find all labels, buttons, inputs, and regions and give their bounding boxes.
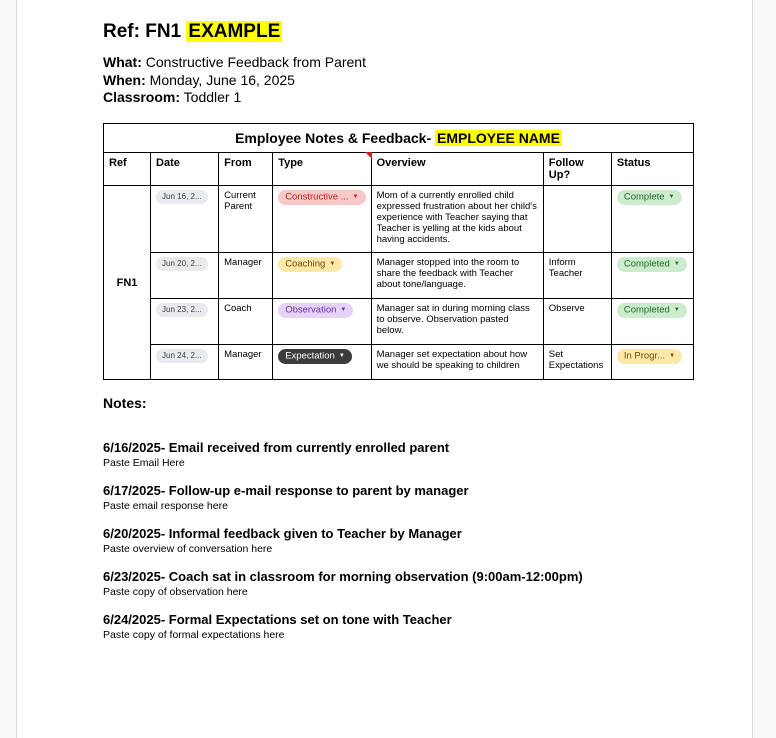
col-header-type bbox=[273, 153, 371, 186]
status-cell bbox=[611, 186, 693, 253]
dropdown-arrow-icon: ▼ bbox=[352, 194, 359, 200]
classroom-line bbox=[103, 89, 703, 107]
from-cell: Current Parent bbox=[219, 186, 273, 253]
date-cell bbox=[151, 253, 219, 299]
note-entry bbox=[103, 483, 703, 513]
table-row bbox=[104, 345, 694, 380]
overview-cell: Manager sat in during morning class to observe. Observation pasted below. bbox=[371, 299, 543, 345]
what-line bbox=[103, 54, 703, 72]
overview-cell: Manager set expectation about how we should be speaking to children bbox=[371, 345, 543, 380]
type-dropdown[interactable] bbox=[278, 303, 353, 318]
date-cell bbox=[151, 345, 219, 380]
when-label: When: bbox=[103, 71, 146, 88]
date-chip[interactable]: Jun 24, 2... bbox=[156, 349, 208, 363]
note-entry bbox=[103, 569, 703, 599]
ref-cell: FN1 bbox=[104, 186, 151, 380]
note-entry-title: 6/23/2025- Coach sat in classroom for morning observation (9:00am-12:00pm) bbox=[103, 569, 583, 584]
type-cell bbox=[273, 253, 371, 299]
note-entry bbox=[103, 526, 703, 556]
table-row bbox=[104, 186, 694, 253]
dropdown-arrow-icon: ▼ bbox=[338, 353, 345, 359]
dropdown-arrow-icon: ▼ bbox=[673, 261, 680, 267]
overview-cell: Mom of a currently enrolled child expressed frustration about her child's experience with Teacher saying that Teacher is yelling at the kids about having accidents. bbox=[371, 186, 543, 253]
type-dropdown[interactable] bbox=[278, 190, 365, 205]
note-entry-title: 6/24/2025- Formal Expectations set on tone with Teacher bbox=[103, 612, 452, 627]
table-title-highlight: EMPLOYEE NAME bbox=[437, 130, 560, 146]
ref-prefix: Ref: FN1 bbox=[103, 21, 182, 42]
document-page bbox=[16, 0, 753, 738]
what-value: Constructive Feedback from Parent bbox=[145, 54, 366, 70]
col-header-from: From bbox=[219, 153, 273, 186]
ref-title bbox=[103, 20, 703, 44]
note-entry-placeholder: Paste email response here bbox=[103, 500, 228, 512]
col-header-follow-up: Follow Up? bbox=[543, 153, 611, 186]
col-header-ref: Ref bbox=[104, 153, 151, 186]
status-cell bbox=[611, 253, 693, 299]
classroom-label: Classroom: bbox=[103, 89, 181, 105]
follow-up-cell: Inform Teacher bbox=[543, 253, 611, 299]
note-entry-title: 6/20/2025- Informal feedback given to Teacher by Manager bbox=[103, 526, 462, 541]
table-header-row bbox=[104, 153, 694, 186]
notes-section bbox=[103, 395, 703, 655]
from-cell: Manager bbox=[219, 345, 273, 380]
when-line bbox=[103, 72, 703, 90]
comment-marker-icon[interactable] bbox=[365, 152, 372, 159]
table-title-prefix: Employee Notes & Feedback- bbox=[235, 130, 432, 146]
date-chip[interactable]: Jun 20, 2... bbox=[156, 257, 208, 271]
date-cell bbox=[151, 186, 219, 253]
type-dropdown[interactable] bbox=[278, 349, 352, 364]
col-header-type-label: Type bbox=[278, 157, 304, 169]
table-row bbox=[104, 299, 694, 345]
type-label: Constructive ... bbox=[285, 191, 349, 203]
dropdown-arrow-icon: ▼ bbox=[668, 194, 675, 200]
follow-up-cell: Set Expectations bbox=[543, 345, 611, 380]
type-label: Expectation bbox=[285, 350, 335, 362]
status-dropdown[interactable] bbox=[617, 303, 687, 318]
status-dropdown[interactable] bbox=[617, 190, 682, 205]
what-label: What: bbox=[103, 54, 142, 70]
dropdown-arrow-icon: ▼ bbox=[340, 307, 347, 313]
status-label: Completed bbox=[623, 304, 670, 316]
note-entry-placeholder: Paste copy of observation here bbox=[103, 586, 248, 598]
when-value: Monday, June 16, 2025 bbox=[149, 71, 295, 88]
classroom-value: Toddler 1 bbox=[183, 89, 242, 105]
col-header-status: Status bbox=[611, 153, 693, 186]
dropdown-arrow-icon: ▼ bbox=[329, 261, 336, 267]
date-chip[interactable]: Jun 23, 2... bbox=[156, 303, 208, 317]
note-entry bbox=[103, 612, 703, 642]
employee-notes-table bbox=[103, 123, 694, 380]
type-dropdown[interactable] bbox=[278, 257, 342, 272]
type-label: Observation bbox=[285, 304, 337, 316]
table-title bbox=[104, 124, 694, 153]
type-cell bbox=[273, 299, 371, 345]
note-entry-placeholder: Paste Email Here bbox=[103, 457, 185, 469]
note-entry-placeholder: Paste copy of formal expectations here bbox=[103, 629, 285, 641]
note-entry-title: 6/16/2025- Email received from currently enrolled parent bbox=[103, 440, 450, 455]
document-content bbox=[103, 20, 703, 641]
type-cell bbox=[273, 345, 371, 380]
note-entry bbox=[103, 440, 703, 470]
follow-up-cell: Observe bbox=[543, 299, 611, 345]
overview-cell: Manager stopped into the room to share the feedback with Teacher about tone/language. bbox=[371, 253, 543, 299]
from-cell: Coach bbox=[219, 299, 273, 345]
notes-heading: Notes: bbox=[103, 395, 147, 411]
col-header-date: Date bbox=[151, 153, 219, 186]
type-cell bbox=[273, 186, 371, 253]
ref-highlight: EXAMPLE bbox=[188, 21, 281, 42]
date-cell bbox=[151, 299, 219, 345]
dropdown-arrow-icon: ▼ bbox=[669, 353, 676, 359]
from-cell: Manager bbox=[219, 253, 273, 299]
note-entry-title: 6/17/2025- Follow-up e-mail response to parent by manager bbox=[103, 483, 469, 498]
status-dropdown[interactable] bbox=[617, 257, 687, 272]
note-entry-placeholder: Paste overview of conversation here bbox=[103, 543, 273, 555]
follow-up-cell bbox=[543, 186, 611, 253]
dropdown-arrow-icon: ▼ bbox=[673, 307, 680, 313]
status-cell bbox=[611, 345, 693, 380]
col-header-overview: Overview bbox=[371, 153, 543, 186]
type-label: Coaching bbox=[285, 258, 326, 270]
table-row bbox=[104, 253, 694, 299]
date-chip[interactable]: Jun 16, 2... bbox=[156, 190, 208, 204]
status-cell bbox=[611, 299, 693, 345]
status-label: Complete bbox=[623, 191, 665, 203]
status-label: In Progr... bbox=[623, 350, 666, 362]
status-dropdown[interactable] bbox=[617, 349, 682, 364]
status-label: Completed bbox=[623, 258, 670, 270]
